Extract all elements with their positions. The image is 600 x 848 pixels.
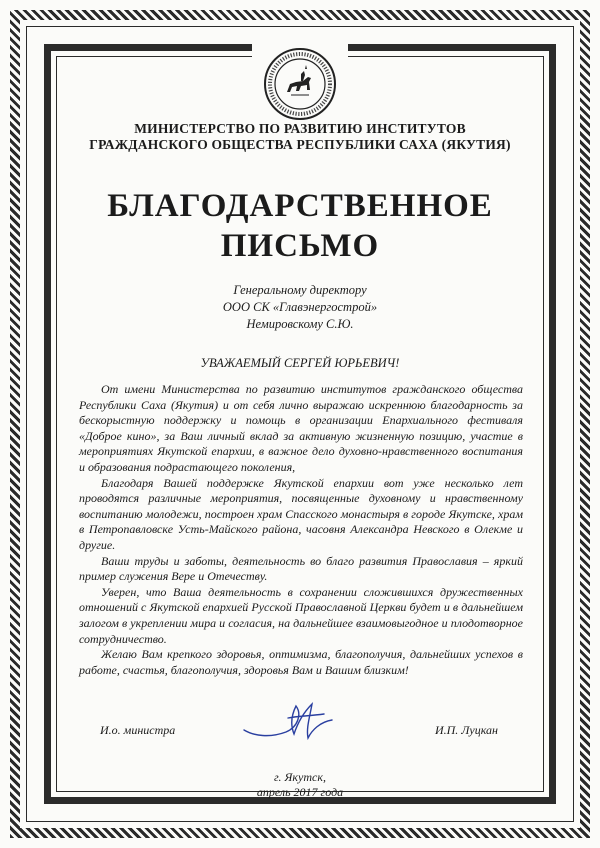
sakha-republic-coat-of-arms-icon [263, 47, 337, 121]
ministry-line-2: ГРАЖДАНСКОГО ОБЩЕСТВА РЕСПУБЛИКИ САХА (ЯКУТИЯ) [89, 137, 511, 152]
recipient-position: Генеральному директору [233, 283, 367, 297]
city: г. Якутск, [274, 770, 326, 784]
ministry-line-1: МИНИСТЕРСТВО ПО РАЗВИТИЮ ИНСТИТУТОВ [134, 121, 466, 136]
recipient-block [160, 282, 440, 333]
body-paragraph-4: Уверен, что Ваша деятельность в сохранении сложившихся дружественных отношений с Якутской епархией Русской Православной Церкви будет и в дальнейшем залогом в укреплении мира и согласия, на дальнейшее взаимовыгодное и плодотворное сотрудничество. [79, 584, 523, 646]
recipient-name: Немировскому С.Ю. [246, 317, 354, 331]
title-line-2: ПИСЬМО [220, 228, 380, 264]
place-and-date [200, 770, 400, 800]
letter-body [79, 382, 523, 678]
body-paragraph-1: От имени Министерства по развитию институтов гражданского общества Республики Саха (Якутия) и от себя лично выражаю искреннюю благодарность за бескорыстную поддержку и помощь в организации Епархиального фестиваля «Доброе кино», за Ваш личный вклад за активную жизненную позицию, участие в мероприятиях Якутской епархии, в важное дело духовно-нравственного воспитания и образования подрастающего поколения, [79, 382, 523, 474]
body-paragraph-5: Желаю Вам крепкого здоровья, оптимизма, благополучия, дальнейших успехов в работе, счастья, благополучия, здоровья Вам и Вашим близким! [79, 647, 523, 677]
date: апрель 2017 года [256, 785, 344, 799]
title-line-1: БЛАГОДАРСТВЕННОЕ [107, 188, 493, 224]
signatory-position: И.о. министра [100, 723, 176, 737]
ministry-name [70, 121, 530, 153]
document-title [60, 186, 540, 266]
greeting: УВАЖАЕМЫЙ СЕРГЕЙ ЮРЬЕВИЧ! [200, 356, 400, 370]
handwritten-signature [240, 692, 336, 748]
recipient-company: ООО СК «Главэнергострой» [222, 300, 378, 314]
body-paragraph-2: Благодаря Вашей поддержке Якутской епархии вот уже несколько лет проводятся различные мероприятия, посвященные духовному и нравственному воспитанию молодежи, построен храм Спасского монастыря в городе Якутске, храм в Петропавловске Усть-Майского района, часовня Александра Невского в Олекме и другие. [79, 475, 523, 552]
body-paragraph-3: Ваши труды и заботы, деятельность во благо развития Православия – яркий пример служения Вере и Отечеству. [79, 553, 523, 584]
signatory-name: И.П. Луцкан [434, 723, 498, 737]
